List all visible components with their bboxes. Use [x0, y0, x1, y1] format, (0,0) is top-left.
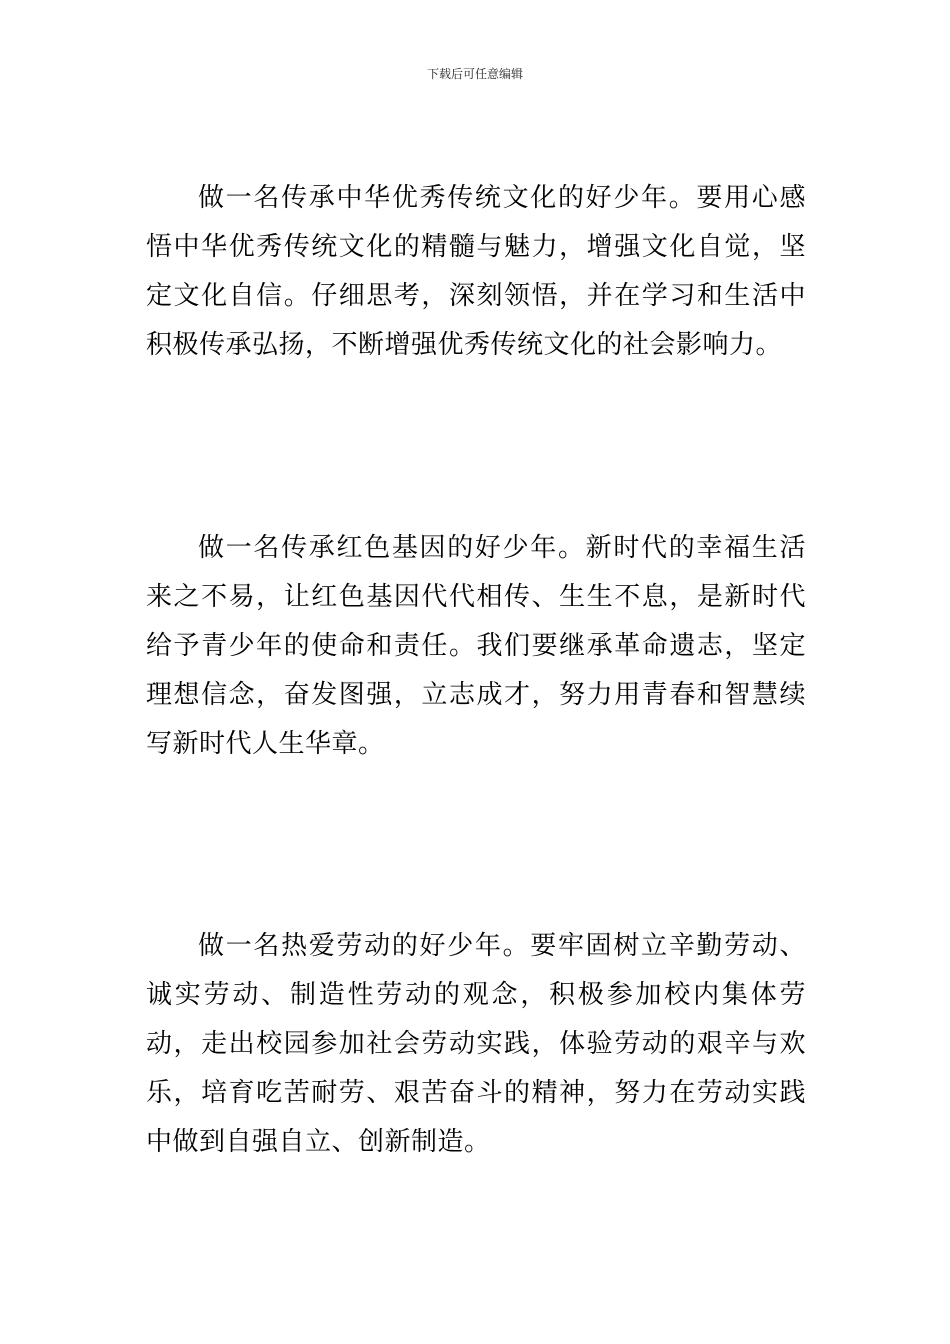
header-note: 下载后可任意编辑 [426, 67, 523, 81]
paragraph-red-gene: 做一名传承红色基因的好少年。新时代的幸福生活来之不易，让红色基因代代相传、生生不息，是新时代给予青少年的使命和责任。我们要继承革命遗志，坚定理想信念，奋发图强，立志成才，努力用青春和智慧续写新时代人生华章。 [146, 533, 806, 759]
paragraph-traditional-culture: 做一名传承中华优秀传统文化的好少年。要用心感悟中华优秀传统文化的精髓与魅力，增强文化自觉，坚定文化自信。仔细思考，深刻领悟，并在学习和生活中积极传承弘扬，不断增强优秀传统文化的社会影响力。 [146, 183, 806, 360]
paragraph-labor: 做一名热爱劳动的好少年。要牢固树立辛勤劳动、诚实劳动、制造性劳动的观念，积极参加校内集体劳动，走出校园参加社会劳动实践，体验劳动的艰辛与欢乐，培育吃苦耐劳、艰苦奋斗的精神，努力在劳动实践中做到自强自立、创新制造。 [146, 931, 806, 1157]
